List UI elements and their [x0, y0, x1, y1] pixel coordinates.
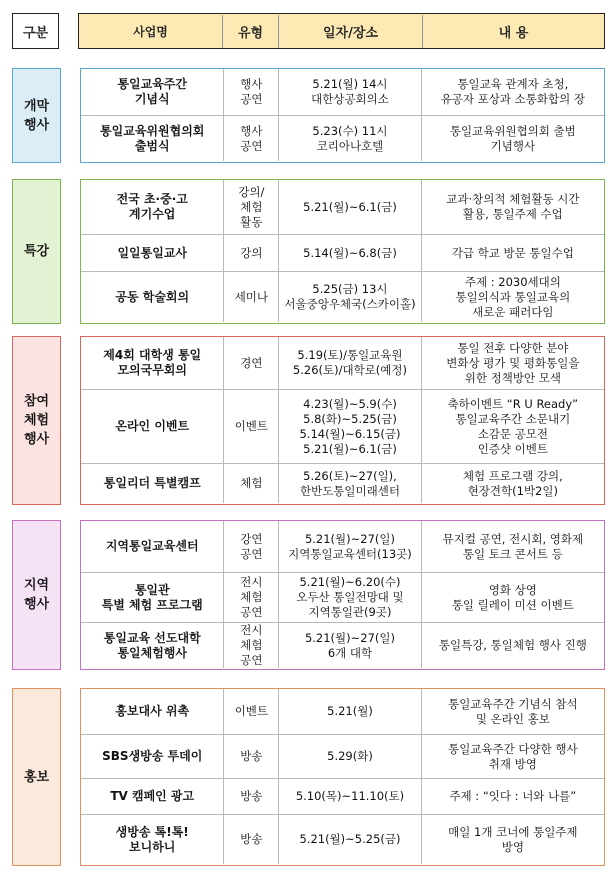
date-line: 5.21(월)~6.1(금) [303, 441, 397, 456]
header-columns [78, 13, 605, 49]
type-cell [223, 464, 278, 503]
type-line: 이벤트 [234, 704, 269, 718]
desc-line: 통일교육위원협의회 출범 [449, 123, 576, 138]
date-cell [278, 815, 420, 864]
category-line: 지역 [23, 578, 50, 593]
date-cell [278, 235, 420, 271]
desc-line: 체험 프로그램 강의, [462, 468, 563, 483]
date-line: 지역통일교육센터(13곳) [288, 546, 412, 561]
category-cell [12, 179, 61, 324]
name-cell [81, 69, 223, 115]
name-line: SBS생방송 투데이 [102, 749, 203, 763]
type-cell [223, 390, 278, 463]
date-line: 6개 대학 [327, 645, 373, 660]
name-line: 온라인 이벤트 [115, 419, 190, 433]
name-cell [81, 623, 223, 668]
desc-line: 유공자 포상과 소통화합의 장 [440, 92, 585, 106]
name-line: 출범식 [134, 138, 170, 153]
name-cell [81, 521, 223, 572]
desc-cell [421, 272, 604, 322]
category-line: 행사 [23, 432, 50, 447]
desc-cell [421, 735, 604, 778]
date-line: 5.21(월)~27(일) [304, 531, 395, 546]
date-cell [278, 116, 420, 161]
desc-line: 영화 상영 [488, 582, 537, 597]
desc-line: 위한 정책방안 모색 [464, 370, 561, 385]
category-line: 행사 [23, 597, 50, 612]
date-line: 5.21(월)~6.1(금) [303, 199, 397, 214]
desc-line: 통일 토크 콘서트 등 [462, 546, 563, 561]
desc-cell [421, 623, 604, 668]
desc-line: 통일 릴레이 미션 이벤트 [451, 597, 574, 612]
name-cell [81, 116, 223, 161]
name-line: 계기수업 [129, 207, 176, 221]
date-line: 5.14(월)~6.8(금) [303, 245, 397, 260]
name-line: 통일교육위원협의회 [100, 123, 205, 138]
name-line: 기념식 [134, 92, 170, 106]
date-line: 코리아나호텔 [316, 138, 384, 153]
date-line: 5.21(월)~6.20(수) [299, 575, 401, 589]
desc-line: 주제 : “잇다 : 너와 나를” [449, 789, 577, 803]
table-row [81, 234, 604, 271]
desc-line: 현장견학(1박2일) [467, 483, 558, 498]
type-cell [223, 815, 278, 864]
header-date: 일자/장소 [278, 15, 422, 48]
header-name: 사업명 [133, 24, 168, 39]
date-cell [278, 623, 420, 668]
name-line: 통일교육주간 [117, 77, 187, 91]
name-line: 제4회 대학생 통일 [103, 348, 202, 362]
desc-line: 각급 학교 방문 통일수업 [451, 245, 574, 260]
date-line: 5.26(토)~27(일), [303, 468, 397, 483]
name-line: 보니하니 [129, 839, 176, 854]
table-row [81, 778, 604, 814]
name-line: 생방송 톡!톡! [115, 824, 189, 839]
table-row [81, 180, 604, 234]
category-label [24, 97, 49, 135]
name-cell [81, 180, 223, 234]
desc-line: 활용, 통일주제 수업 [462, 207, 563, 221]
type-line: 이벤트 [234, 419, 269, 433]
table-row [81, 337, 604, 389]
desc-line: 방영 [501, 839, 524, 854]
type-cell [223, 689, 278, 734]
name-line: 공동 학술회의 [115, 289, 190, 304]
date-line: 서울중앙우체국(스카이홀) [284, 297, 416, 311]
category-line: 참여 [23, 394, 50, 409]
date-line: 5.23(수) 11시 [312, 123, 388, 138]
desc-line: 뮤지컬 공연, 전시회, 영화제 [442, 531, 584, 546]
category-line: 행사 [23, 117, 50, 133]
type-line: 공연 [240, 92, 263, 106]
desc-cell [421, 573, 604, 622]
name-line: 통일교육 선도대학 [103, 630, 201, 645]
category-line: 특강 [23, 244, 50, 259]
desc-line: 교과·창의적 체험활동 시간 [446, 192, 580, 206]
desc-line: 축하이벤트 “R U Ready” [447, 396, 579, 411]
name-cell [81, 272, 223, 322]
desc-line: 통일교육 관계자 초청, [457, 77, 569, 91]
type-line: 전시 [240, 575, 263, 589]
date-cell [278, 779, 420, 814]
header-type: 유형 [222, 15, 278, 48]
date-line: 5.21(월) 14시 [312, 77, 388, 91]
desc-cell [421, 235, 604, 271]
date-line: 5.21(월)~5.25(금) [299, 832, 401, 846]
section-rows [80, 68, 605, 163]
desc-cell [421, 337, 604, 389]
category-cell [12, 68, 61, 163]
name-line: 통일체험행사 [117, 645, 187, 660]
type-line: 경연 [240, 355, 263, 370]
desc-cell [421, 69, 604, 115]
table-row [81, 572, 604, 622]
table-row [81, 689, 604, 734]
type-cell [223, 116, 278, 161]
category-line: 홍보 [23, 769, 50, 785]
section [12, 336, 605, 505]
type-line: 공연 [240, 605, 263, 619]
table-row [81, 115, 604, 161]
category-line: 체험 [23, 413, 50, 428]
section [12, 688, 605, 866]
type-line: 강의/ [238, 184, 265, 199]
type-cell [223, 272, 278, 322]
category-label [24, 576, 49, 614]
category-cell [12, 688, 61, 866]
desc-cell [421, 689, 604, 734]
table-row [81, 69, 604, 115]
type-line: 강의 [240, 245, 263, 260]
table-row [81, 271, 604, 322]
section-rows [80, 336, 605, 505]
category-label [24, 768, 49, 787]
desc-cell [421, 815, 604, 864]
date-cell [278, 69, 420, 115]
date-cell [278, 521, 420, 572]
date-line: 5.21(월)~27(일) [304, 630, 395, 645]
date-line: 대한상공회의소 [311, 92, 389, 106]
date-line: 5.26(토)/대학로(예정) [292, 363, 408, 377]
desc-cell [421, 390, 604, 463]
date-line: 5.10(목)~11.10(토) [295, 789, 405, 803]
desc-cell [421, 116, 604, 161]
name-cell [81, 464, 223, 503]
date-cell [278, 272, 420, 322]
name-line: 전국 초·중·고 [116, 192, 188, 206]
section-rows [80, 179, 605, 324]
desc-line: 기념행사 [490, 138, 536, 153]
date-cell [278, 390, 420, 463]
date-line: 한반도통일미래센터 [299, 483, 400, 498]
type-cell [223, 180, 278, 234]
desc-line: 통일특강, 통일체험 행사 진행 [438, 638, 587, 652]
date-line: 5.14(월)~6.15(금) [299, 426, 401, 441]
desc-line: 매일 1개 코너에 통일주제 [448, 824, 578, 839]
category-label [24, 242, 49, 261]
name-cell [81, 235, 223, 271]
date-cell [278, 573, 420, 622]
section [12, 520, 605, 670]
type-line: 행사 [240, 123, 263, 138]
name-cell [81, 573, 223, 622]
date-line: 5.29(화) [327, 749, 373, 763]
type-line: 공연 [240, 653, 263, 667]
type-line: 방송 [240, 789, 263, 803]
desc-line: 새로운 패러다임 [472, 304, 554, 319]
date-line: 5.21(월) [327, 704, 373, 718]
section-rows [80, 520, 605, 670]
date-cell [278, 180, 420, 234]
date-cell [278, 689, 420, 734]
desc-line: 인증샷 이벤트 [477, 441, 548, 456]
category-label [24, 392, 49, 449]
desc-cell [421, 521, 604, 572]
name-cell [81, 779, 223, 814]
name-line: 일일통일교사 [117, 245, 187, 260]
type-line: 체험 [240, 638, 263, 652]
type-line: 전시 [240, 623, 263, 637]
type-cell [223, 573, 278, 622]
name-line: 모의국무회의 [117, 363, 187, 377]
type-cell [223, 779, 278, 814]
desc-line: 통일교육주간 소문내기 [455, 411, 571, 426]
desc-line: 변화상 평가 및 평화통일을 [446, 355, 580, 370]
section-rows [80, 688, 605, 866]
type-line: 세미나 [234, 289, 269, 304]
desc-cell [421, 779, 604, 814]
table-row [81, 463, 604, 503]
category-cell [12, 336, 61, 505]
type-line: 활동 [240, 214, 263, 229]
table-row [81, 734, 604, 778]
date-line: 지역통일관(9곳) [308, 605, 392, 619]
type-line: 공연 [240, 546, 263, 561]
name-line: TV 캠페인 광고 [110, 789, 195, 803]
table-row [81, 521, 604, 572]
desc-line: 통일의식과 통일교육의 [455, 289, 571, 304]
date-line: 5.8(화)~5.25(금) [303, 411, 397, 426]
name-cell [81, 689, 223, 734]
name-cell [81, 815, 223, 864]
table-row [81, 814, 604, 864]
name-cell [81, 735, 223, 778]
type-cell [223, 337, 278, 389]
header-desc: 내 용 [422, 15, 604, 48]
desc-cell [421, 180, 604, 234]
type-line: 강연 [240, 531, 263, 546]
desc-cell [421, 464, 604, 503]
category-cell [12, 520, 61, 670]
name-line: 지역통일교육센터 [105, 539, 199, 553]
type-cell [223, 521, 278, 572]
desc-line: 소감문 공모전 [477, 426, 548, 441]
category-line: 개막 [23, 98, 50, 114]
header-category: 구분 [12, 13, 59, 49]
name-cell [81, 390, 223, 463]
date-cell [278, 464, 420, 503]
table-row [81, 622, 604, 668]
name-line: 특별 체험 프로그램 [101, 597, 203, 612]
type-cell [223, 69, 278, 115]
section [12, 179, 605, 324]
type-line: 방송 [240, 832, 263, 846]
date-line: 5.25(금) 13시 [312, 282, 388, 296]
section [12, 68, 605, 163]
name-line: 통일리더 특별캠프 [103, 476, 201, 490]
type-line: 체험 [240, 590, 263, 604]
type-line: 방송 [240, 749, 263, 763]
desc-line: 통일 전후 다양한 분야 [457, 340, 569, 355]
date-cell [278, 735, 420, 778]
desc-line: 및 온라인 홍보 [475, 711, 550, 726]
type-line: 행사 [240, 77, 263, 91]
date-cell [278, 337, 420, 389]
name-cell [81, 337, 223, 389]
type-line: 공연 [240, 138, 263, 153]
name-line: 통일관 [134, 582, 170, 597]
date-line: 4.23(월)~5.9(수) [303, 396, 397, 411]
desc-line: 주제 : 2030세대의 [464, 274, 561, 289]
type-cell [223, 735, 278, 778]
type-line: 체험 [240, 199, 263, 214]
type-line: 체험 [240, 476, 263, 490]
table-row [81, 389, 604, 463]
date-line: 5.19(토)/통일교육원 [297, 348, 403, 362]
type-cell [223, 235, 278, 271]
type-cell [223, 623, 278, 668]
desc-line: 취재 방영 [488, 756, 537, 771]
desc-line: 통일교육주간 다양한 행사 [448, 741, 578, 756]
date-line: 오두산 통일전망대 및 [296, 590, 404, 604]
table-header [12, 13, 605, 49]
name-line: 홍보대사 위촉 [115, 704, 190, 718]
desc-line: 통일교육주간 기념식 참석 [448, 696, 578, 711]
